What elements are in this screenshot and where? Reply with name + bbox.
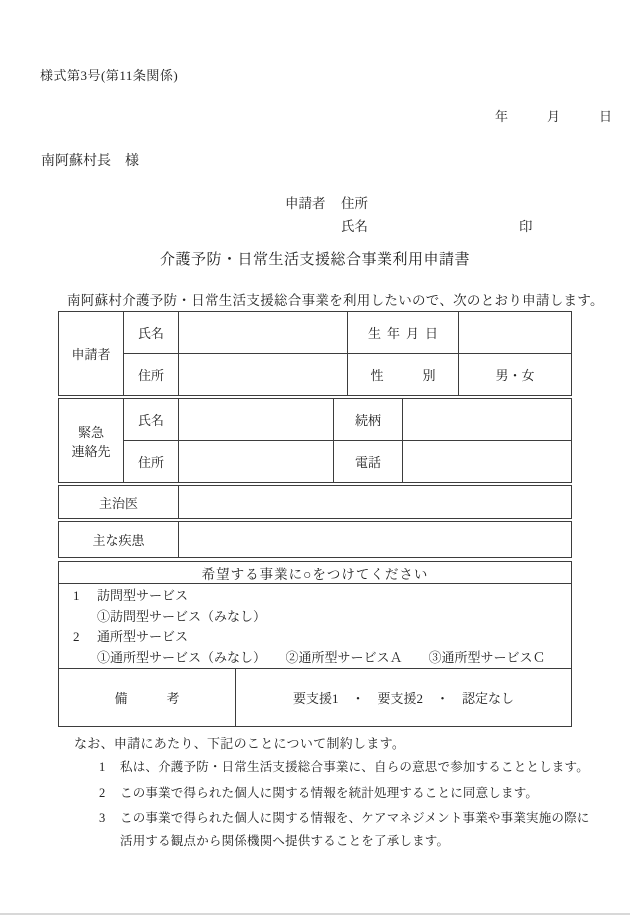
note-item [99,807,604,853]
form-number: 様式第3号(第11条関係) [40,68,179,83]
service-text: 訪問型サービス [97,588,189,603]
applicant-address-label: 住所 [341,196,368,211]
date-line: 年 月 日 [494,109,612,124]
note-text: この事業で得られた個人に関する情報を統計処理することに同意します。 [120,785,539,800]
phone-value-cell [403,441,572,483]
birthdate-label-cell: 生年月日 [348,312,459,354]
services-cell [59,584,572,669]
doctor-label-cell: 主治医 [59,486,179,519]
wish-table [58,561,572,727]
note-number: 3 [99,811,106,825]
emergency-table [58,398,572,483]
address-label-cell: 住所 [124,354,179,396]
name-label-cell: 氏名 [124,312,179,354]
wish-header-cell: 希望する事業に○をつけてください [59,562,572,584]
applicant-group-cell: 申請者 [59,312,124,396]
intro-text: 南阿蘇村介護予防・日常生活支援総合事業を利用したいので、次のとおり申請します。 [67,293,604,308]
service-number: 1 [73,588,80,603]
remarks-label-cell: 備 考 [59,669,236,727]
emergency-name-label-cell: 氏名 [124,399,179,441]
seal-mark: 印 [519,219,533,234]
note-item [99,782,604,805]
addressee: 南阿蘇村長 様 [41,154,139,169]
sex-value-cell: 男・女 [459,354,572,396]
emergency-address-value-cell [179,441,334,483]
service-line [59,648,567,669]
emergency-group-line1: 緊急 [77,424,104,440]
emergency-group-cell [59,399,124,483]
doctor-value-cell [179,486,572,519]
service-text: ①通所型サービス（みなし） ②通所型サービスＡ ③通所型サービスＣ [97,649,546,665]
service-text: ①訪問型サービス（みなし） [97,608,267,624]
form-title: 介護予防・日常生活支援総合事業利用申請書 [159,252,470,268]
notes-list [99,756,604,856]
sex-label-cell: 性 別 [348,354,459,396]
note-number: 2 [99,785,106,800]
doctor-table [58,485,572,519]
note-text: この事業で得られた個人に関する情報を、ケアマネジメント事業や事業実施の際に活用する観点から関係機関へ提供することを了承します。 [120,811,590,848]
service-line [59,607,567,628]
applicant-table [58,311,572,396]
applicant-label: 申請者 [285,196,326,211]
note-item [99,756,604,779]
name-value-cell [179,312,348,354]
emergency-address-label-cell: 住所 [124,441,179,483]
emergency-group-line2: 連絡先 [71,443,111,459]
phone-label-cell: 電話 [334,441,403,483]
note-text: 私は、介護予防・日常生活支援総合事業に、自らの意思で参加することとします。 [120,760,589,774]
remarks-value-cell: 要支援1 ・ 要支援2 ・ 認定なし [236,669,572,727]
service-line [59,627,567,648]
note-number: 1 [99,760,106,774]
notes-lead: なお、申請にあたり、下記のことについて制約します。 [74,736,406,751]
disease-table [58,521,572,558]
relation-value-cell [403,399,572,441]
address-value-cell [179,354,348,396]
disease-label-cell: 主な疾患 [59,522,179,558]
emergency-name-value-cell [179,399,334,441]
service-text: 通所型サービス [97,629,189,644]
applicant-name-label: 氏名 [341,219,368,234]
birthdate-value-cell [459,312,572,354]
service-number: 2 [73,629,80,644]
service-line [59,586,567,607]
relation-label-cell: 続柄 [334,399,403,441]
disease-value-cell [179,522,572,558]
